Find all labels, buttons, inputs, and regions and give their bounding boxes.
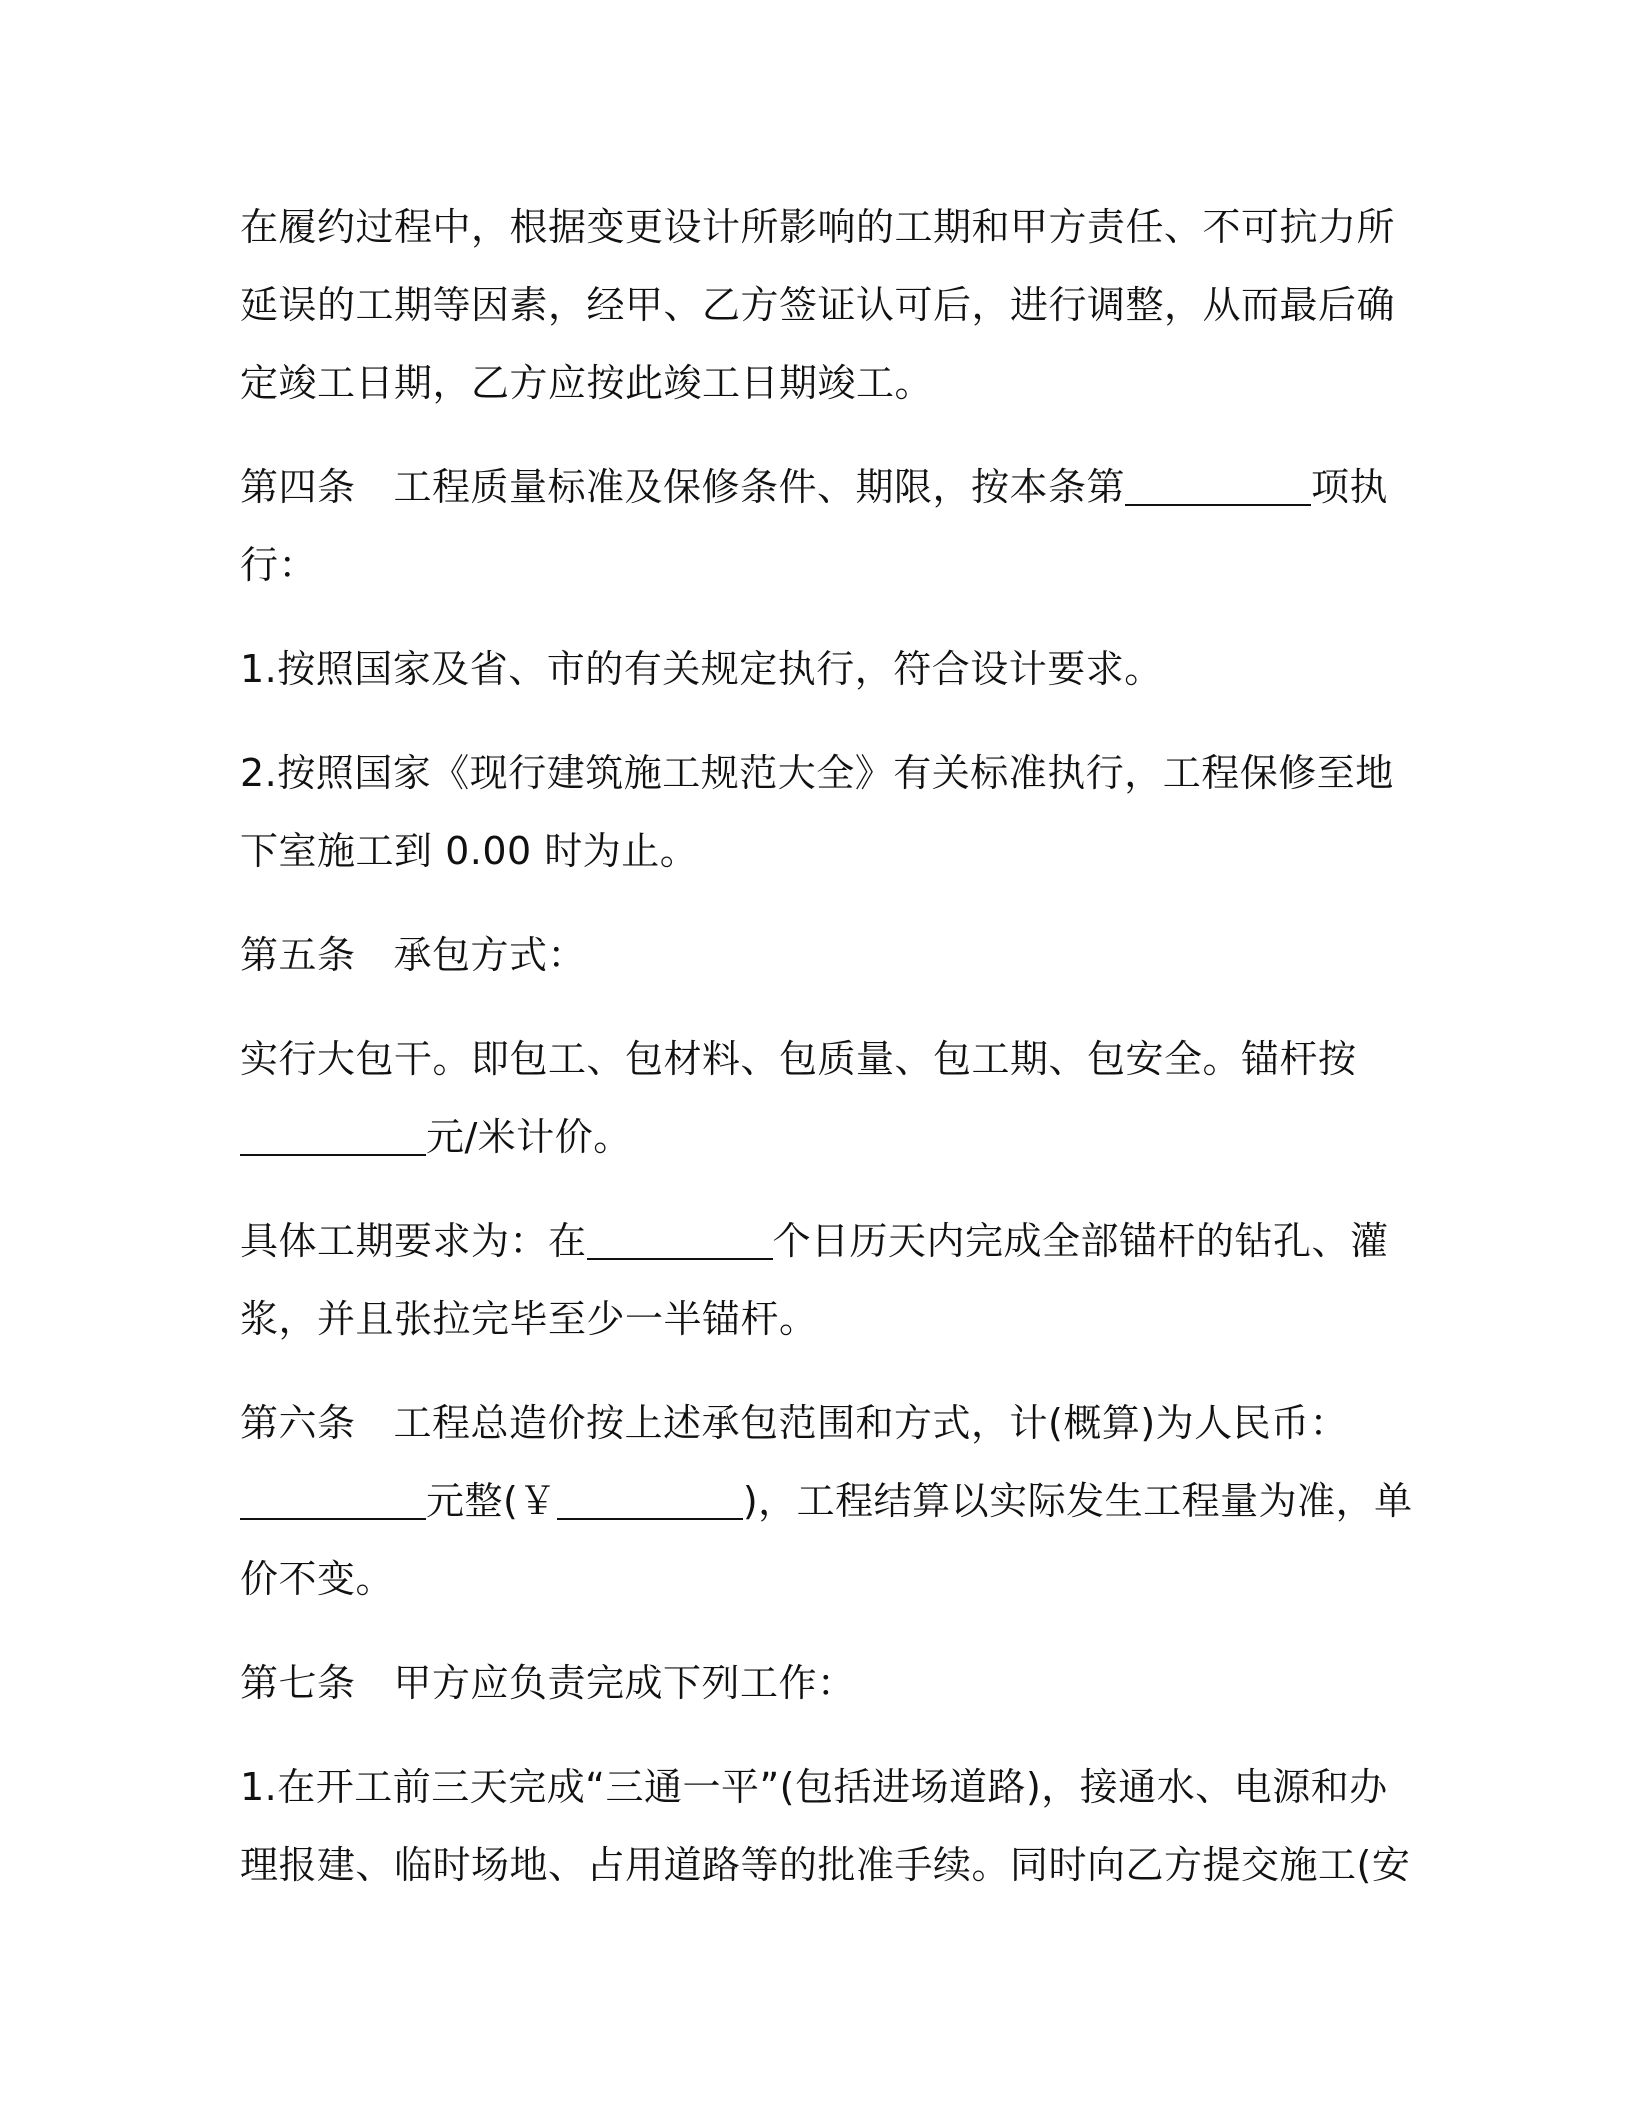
text-line: 理报建、临时场地、占用道路等的批准手续。同时向乙方提交施工(安 — [240, 1843, 1411, 1887]
text-line — [240, 916, 1400, 994]
text-line: 实行大包干。即包工、包材料、包质量、包工期、包安全。锚杆按 — [240, 1037, 1357, 1081]
article-5-contract-terms — [240, 1020, 1400, 1176]
text-line — [240, 1384, 1400, 1462]
text-segment: 工程质量标准及保修条件、期限，按本条第 — [393, 465, 1126, 509]
text-line: 1.按照国家及省、市的有关规定执行，符合设计要求。 — [240, 647, 1163, 691]
article-7 — [240, 1644, 1400, 1722]
text-line: 价不变。 — [240, 1557, 395, 1601]
article-7-item-1 — [240, 1748, 1411, 1904]
text-line: 浆，并且张拉完毕至少一半锚杆。 — [240, 1297, 818, 1341]
fill-in-blank — [587, 1218, 773, 1260]
text-segment: 元整(￥ — [426, 1479, 557, 1523]
text-line: 定竣工日期，乙方应按此竣工日期竣工。 — [240, 361, 934, 405]
text-line — [240, 1644, 1400, 1722]
text-line — [240, 448, 1400, 526]
article-5-schedule — [240, 1202, 1400, 1358]
article-heading: 第六条 — [240, 1401, 356, 1445]
article-heading: 第四条 — [240, 465, 356, 509]
text-segment: 个日历天内完成全部锚杆的钻孔、灌 — [772, 1219, 1389, 1263]
text-line — [240, 1098, 1400, 1176]
fill-in-blank — [240, 1478, 426, 1520]
text-line: 2.按照国家《现行建筑施工规范大全》有关标准执行，工程保修至地 — [240, 751, 1394, 795]
text-segment: 项执 — [1311, 465, 1389, 509]
article-4-item-2 — [240, 734, 1400, 890]
text-line — [240, 1202, 1400, 1280]
text-segment: )，工程结算以实际发生工程量为准，单 — [742, 1479, 1413, 1523]
article-title: 甲方应负责完成下列工作： — [393, 1661, 856, 1705]
article-6 — [240, 1384, 1413, 1618]
article-heading: 第七条 — [240, 1661, 356, 1705]
article-4 — [240, 448, 1400, 604]
document-page — [240, 188, 1413, 1930]
article-5 — [240, 916, 1400, 994]
text-line — [240, 1462, 1413, 1540]
article-heading: 第五条 — [240, 933, 356, 977]
fill-in-blank — [557, 1478, 743, 1520]
text-line: 在履约过程中，根据变更设计所影响的工期和甲方责任、不可抗力所 — [240, 205, 1396, 249]
fill-in-blank — [1125, 464, 1311, 506]
article-title: 承包方式： — [393, 933, 587, 977]
text-segment: 工程总造价按上述承包范围和方式，计(概算)为人民币： — [393, 1401, 1349, 1445]
fill-in-blank — [240, 1114, 426, 1156]
text-line: 下室施工到 0.00 时为止。 — [240, 829, 699, 873]
paragraph-schedule-adjustment — [240, 188, 1400, 422]
article-4-item-1 — [240, 630, 1400, 708]
text-line: 延误的工期等因素，经甲、乙方签证认可后，进行调整，从而最后确 — [240, 283, 1396, 327]
text-line: 1.在开工前三天完成“三通一平”(包括进场道路)，接通水、电源和办 — [240, 1765, 1388, 1809]
text-segment: 元/米计价。 — [426, 1115, 632, 1159]
text-segment: 具体工期要求为：在 — [240, 1219, 587, 1263]
text-line: 行： — [240, 543, 318, 587]
